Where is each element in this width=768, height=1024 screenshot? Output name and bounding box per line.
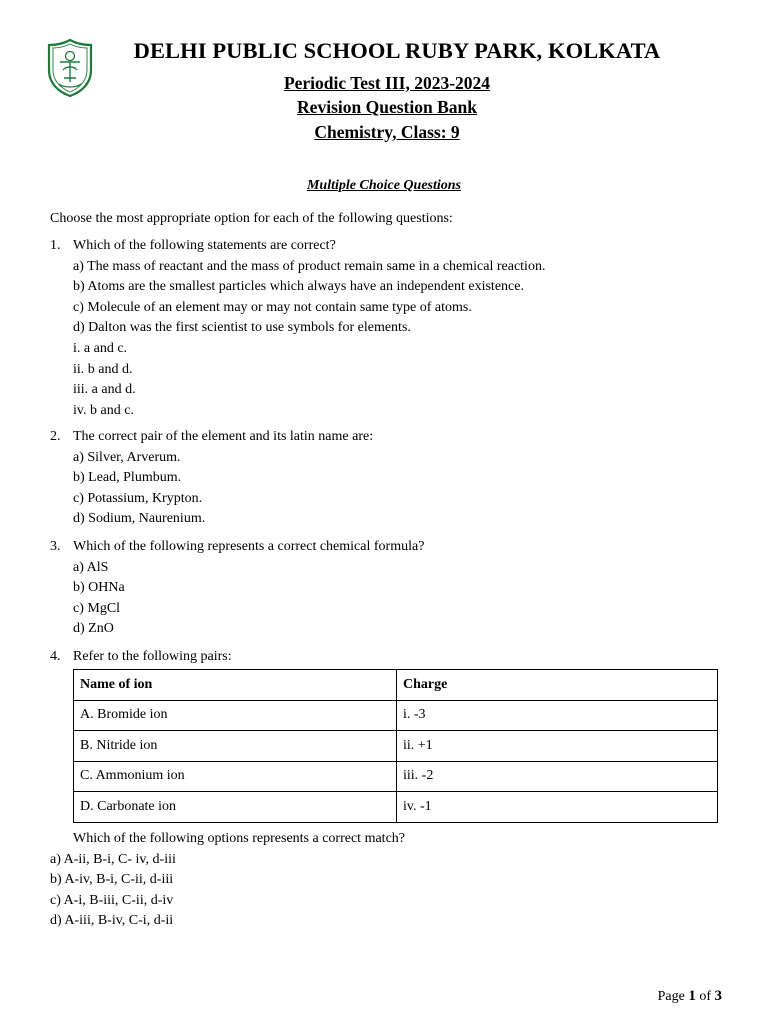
option-list bbox=[50, 257, 730, 422]
ion-charge-table bbox=[73, 669, 718, 823]
test-title: Periodic Test III, 2023-2024 bbox=[283, 73, 491, 93]
option-item: iv. b and c. bbox=[73, 402, 134, 418]
charge-cell: iv. -1 bbox=[397, 792, 718, 823]
charge-cell: iii. -2 bbox=[397, 761, 718, 792]
table-row bbox=[74, 761, 718, 792]
question-4-followup bbox=[50, 829, 730, 932]
charge-cell: ii. +1 bbox=[397, 731, 718, 762]
question-number: 2. bbox=[50, 429, 61, 444]
question-4 bbox=[50, 647, 730, 668]
question-number: 1. bbox=[50, 238, 61, 253]
subject-title: Chemistry, Class: 9 bbox=[314, 122, 460, 142]
question-text: Refer to the following pairs: bbox=[73, 649, 232, 664]
option-list bbox=[50, 558, 730, 640]
option-item: c) Potassium, Krypton. bbox=[73, 490, 203, 506]
option-item: a) Silver, Arverum. bbox=[73, 449, 181, 465]
total-pages: 3 bbox=[714, 988, 722, 1004]
ion-name-cell: D. Carbonate ion bbox=[74, 792, 397, 823]
column-header-ion: Name of ion bbox=[74, 670, 397, 701]
section-title: Multiple Choice Questions bbox=[306, 178, 462, 193]
question-number: 3. bbox=[50, 539, 61, 554]
option-item: d) Dalton was the first scientist to use symbols for elements. bbox=[73, 320, 411, 336]
option-item: a) AlS bbox=[73, 559, 109, 575]
option-list bbox=[50, 448, 730, 530]
question-2 bbox=[50, 427, 730, 530]
school-name: DELHI PUBLIC SCHOOL RUBY PARK, KOLKATA bbox=[133, 38, 661, 63]
option-item: a) A-ii, B-i, C- iv, d-iii bbox=[50, 851, 176, 867]
column-header-charge: Charge bbox=[397, 670, 718, 701]
ion-name-cell: C. Ammonium ion bbox=[74, 761, 397, 792]
option-item: c) Molecule of an element may or may not contain same type of atoms. bbox=[73, 299, 472, 315]
option-item: b) OHNa bbox=[73, 580, 125, 596]
option-item: c) MgCl bbox=[73, 600, 121, 616]
question-text: Which of the following statements are correct? bbox=[73, 238, 336, 253]
page-word: Page bbox=[657, 989, 685, 1004]
option-item: ii. b and d. bbox=[73, 361, 133, 377]
table-row bbox=[74, 700, 718, 731]
charge-cell: i. -3 bbox=[397, 700, 718, 731]
ion-name-cell: B. Nitride ion bbox=[74, 731, 397, 762]
table-row bbox=[74, 792, 718, 823]
option-item: a) The mass of reactant and the mass of product remain same in a chemical reaction. bbox=[73, 258, 546, 274]
option-item: i. a and c. bbox=[73, 340, 128, 356]
of-word: of bbox=[699, 989, 711, 1004]
option-item: d) Sodium, Naurenium. bbox=[73, 511, 206, 527]
table-row bbox=[74, 731, 718, 762]
instruction-text: Choose the most appropriate option for each of the following questions: bbox=[50, 211, 453, 226]
question-text: Which of the following represents a correct chemical formula? bbox=[73, 539, 425, 554]
option-item: b) A-iv, B-i, C-ii, d-iii bbox=[50, 872, 174, 888]
question-bank-title: Revision Question Bank bbox=[297, 97, 477, 117]
option-item: c) A-i, B-iii, C-ii, d-iv bbox=[50, 892, 174, 908]
question-number: 4. bbox=[50, 649, 61, 664]
question-1 bbox=[50, 236, 730, 421]
ion-name-cell: A. Bromide ion bbox=[74, 700, 397, 731]
option-item: d) ZnO bbox=[73, 621, 114, 637]
table-header-row bbox=[74, 670, 718, 701]
option-item: b) Atoms are the smallest particles which always have an independent existence. bbox=[73, 279, 524, 295]
page-number bbox=[658, 988, 722, 1005]
option-item: iii. a and d. bbox=[73, 382, 136, 398]
option-item: d) A-iii, B-iv, C-i, d-ii bbox=[50, 913, 174, 929]
option-item: b) Lead, Plumbum. bbox=[73, 470, 182, 486]
question-3 bbox=[50, 537, 730, 640]
current-page: 1 bbox=[688, 988, 696, 1004]
followup-text: Which of the following options represents a correct match? bbox=[73, 831, 405, 846]
option-list bbox=[50, 829, 730, 850]
question-text: The correct pair of the element and its latin name are: bbox=[73, 429, 374, 444]
